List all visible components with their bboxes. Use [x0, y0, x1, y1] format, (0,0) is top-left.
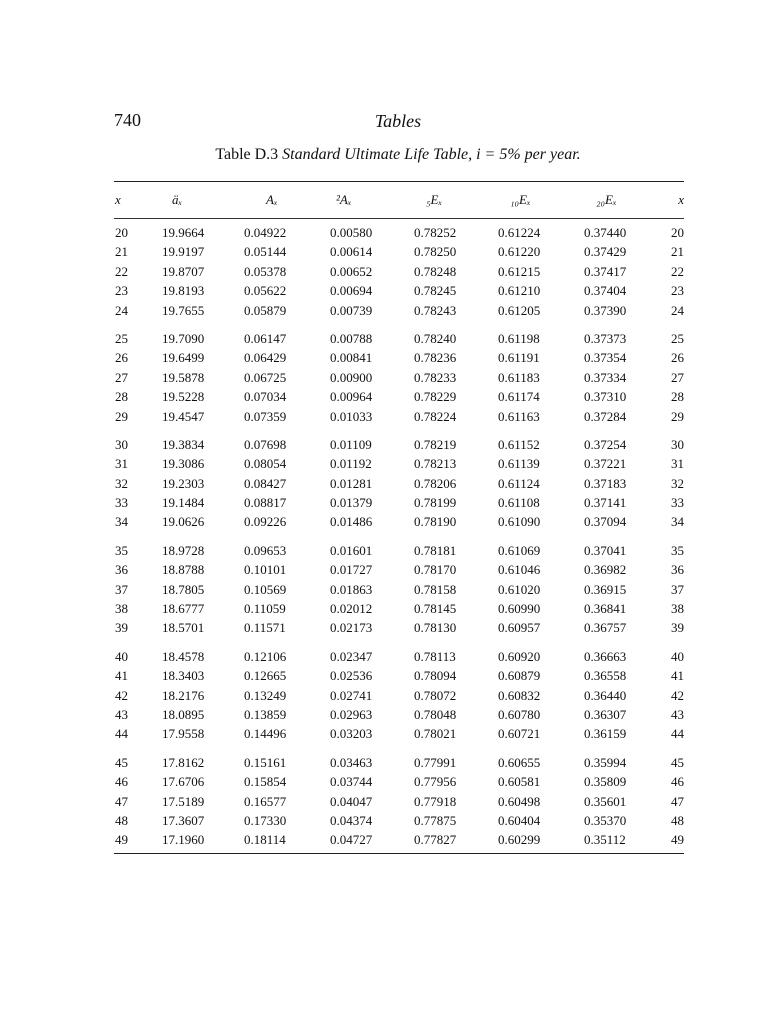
table-row: [114, 705, 684, 724]
table-cell: 0.17330: [244, 812, 287, 828]
table-cell: 0.11571: [244, 620, 286, 636]
table-cell: 32: [671, 475, 684, 491]
table-cell: 0.36757: [584, 620, 627, 636]
table-cell: 18.2176: [162, 687, 205, 703]
table-bottom-rule: [114, 853, 684, 854]
table-cell: 0.00694: [330, 283, 373, 299]
table-cell: 0.08427: [244, 475, 287, 491]
table-cell: 43: [115, 706, 128, 722]
table-cell: 0.05879: [244, 302, 287, 318]
table-cell: 28: [671, 389, 684, 405]
table-cell: 26: [115, 350, 128, 366]
table-cell: 19.8707: [162, 263, 205, 279]
table-cell: 0.37373: [584, 330, 627, 346]
table-cell: 41: [671, 668, 684, 684]
table-cell: 19.7655: [162, 302, 205, 318]
table-cell: 0.01033: [330, 408, 373, 424]
table-cell: 0.37417: [584, 263, 627, 279]
table-cell: 42: [115, 687, 128, 703]
table-cell: 0.77827: [414, 832, 457, 848]
table-cell: 0.60879: [498, 668, 541, 684]
table-cell: 0.37429: [584, 244, 627, 260]
table-cell: 0.37221: [584, 456, 627, 472]
table-cell: 18.3403: [162, 668, 205, 684]
table-cell: 0.60655: [498, 754, 541, 770]
table-cell: 39: [671, 620, 684, 636]
table-row: [114, 599, 684, 618]
table-cell: 18.8788: [162, 562, 205, 578]
table-cell: 0.01486: [330, 514, 373, 530]
table-cell: 0.78245: [414, 283, 457, 299]
table-cell: 19.1484: [162, 495, 205, 511]
column-header: ₂₀Eₓ: [596, 192, 617, 207]
table-cell: 18.4578: [162, 648, 205, 664]
table-cell: 0.61224: [498, 225, 541, 240]
row-group: [114, 429, 684, 535]
table-cell: 17.6706: [162, 774, 205, 790]
table-cell: 0.78181: [414, 542, 457, 558]
table-cell: 0.04727: [330, 832, 373, 848]
table-cell: 19.9197: [162, 244, 205, 260]
table-cell: 20: [671, 225, 684, 240]
table-cell: 0.37310: [584, 389, 627, 405]
table-cell: 0.04374: [330, 812, 373, 828]
table-row: [114, 329, 684, 348]
table-cell: 19.3086: [162, 456, 205, 472]
table-cell: 0.78170: [414, 562, 457, 578]
table-cell: 29: [115, 408, 128, 424]
table-cell: 0.61069: [498, 542, 541, 558]
table-cell: 0.35809: [584, 774, 627, 790]
table-label: Table D.3: [215, 146, 279, 163]
table-cell: 0.78130: [414, 620, 457, 636]
table-row: [114, 830, 684, 849]
table-cell: 0.78021: [414, 726, 457, 742]
table-row: [114, 454, 684, 473]
table-cell: 0.78206: [414, 475, 457, 491]
row-group: [114, 219, 684, 323]
table-cell: 19.7090: [162, 330, 205, 346]
table-row: [114, 348, 684, 367]
column-header: x: [115, 192, 121, 207]
table-cell: 33: [115, 495, 128, 511]
table-row: [114, 301, 684, 320]
table-cell: 21: [671, 244, 684, 260]
table-cell: 0.60920: [498, 648, 541, 664]
table-cell: 0.61210: [498, 283, 541, 299]
table-cell: 0.37354: [584, 350, 627, 366]
table-header-row: [114, 182, 684, 218]
table-row: [114, 281, 684, 300]
column-header: ²Aₓ: [336, 192, 352, 207]
table-cell: 18.6777: [162, 601, 205, 617]
table-body: [114, 219, 684, 853]
table-row: [114, 541, 684, 560]
table-cell: 0.01192: [330, 456, 372, 472]
table-cell: 0.36307: [584, 706, 627, 722]
table-cell: 0.78229: [414, 389, 457, 405]
table-cell: 0.05622: [244, 283, 287, 299]
table-cell: 0.37141: [584, 495, 627, 511]
table-cell: 28: [115, 389, 128, 405]
table-cell: 0.12106: [244, 648, 287, 664]
table-cell: 0.78190: [414, 514, 457, 530]
table-cell: 0.37334: [584, 369, 627, 385]
table-cell: 0.61220: [498, 244, 541, 260]
table-cell: 0.37284: [584, 408, 627, 424]
table-cell: 0.12665: [244, 668, 287, 684]
table-cell: 0.78113: [414, 648, 456, 664]
table-cell: 0.78224: [414, 408, 457, 424]
table-row: [114, 686, 684, 705]
table-cell: 0.13859: [244, 706, 287, 722]
table-row: [114, 792, 684, 811]
table-cell: 0.78072: [414, 687, 457, 703]
table-cell: 19.0626: [162, 514, 205, 530]
table-cell: 0.61124: [498, 475, 540, 491]
table-row: [114, 223, 684, 242]
table-cell: 0.07698: [244, 436, 287, 452]
table-row: [114, 512, 684, 531]
table-cell: 48: [115, 812, 128, 828]
table-cell: 0.03203: [330, 726, 373, 742]
table-cell: 0.78240: [414, 330, 457, 346]
table-cell: 0.35994: [584, 754, 627, 770]
table-cell: 0.61152: [498, 436, 540, 452]
table-row: [114, 618, 684, 637]
table-cell: 17.8162: [162, 754, 205, 770]
row-group: [114, 323, 684, 429]
table-cell: 0.61174: [498, 389, 540, 405]
table-row: [114, 753, 684, 772]
column-header: Aₓ: [266, 192, 278, 207]
table-cell: 19.2303: [162, 475, 205, 491]
table-cell: 0.78213: [414, 456, 457, 472]
column-header: ₁₀Eₓ: [510, 192, 531, 207]
table-cell: 20: [115, 225, 128, 240]
table-cell: 24: [671, 302, 684, 318]
table-row: [114, 435, 684, 454]
table-cell: 0.36841: [584, 601, 627, 617]
table-caption: [0, 146, 768, 164]
table-cell: 17.3607: [162, 812, 205, 828]
table-cell: 0.78094: [414, 668, 457, 684]
table-cell: 0.61108: [498, 495, 540, 511]
table-cell: 40: [671, 648, 684, 664]
table-cell: 49: [115, 832, 128, 848]
table-cell: 0.61090: [498, 514, 541, 530]
table-cell: 19.3834: [162, 436, 205, 452]
table-cell: 17.1960: [162, 832, 205, 848]
table-cell: 0.60404: [498, 812, 541, 828]
table-cell: 0.60990: [498, 601, 541, 617]
table-cell: 0.77991: [414, 754, 457, 770]
table-cell: 0.01727: [330, 562, 373, 578]
table-cell: 0.61183: [498, 369, 540, 385]
table-cell: 0.60721: [498, 726, 541, 742]
table-cell: 30: [115, 436, 128, 452]
table-cell: 0.77956: [414, 774, 457, 790]
table-cell: 19.5878: [162, 369, 205, 385]
table-cell: 31: [671, 456, 684, 472]
table-row: [114, 647, 684, 666]
table-row: [114, 242, 684, 261]
table-cell: 0.36982: [584, 562, 627, 578]
table-cell: 23: [115, 283, 128, 299]
table-cell: 0.61198: [498, 330, 540, 346]
table-cell: 0.36663: [584, 648, 627, 664]
table-cell: 0.11059: [244, 601, 286, 617]
table-row: [114, 262, 684, 281]
table-cell: 0.08054: [244, 456, 287, 472]
table-cell: 46: [671, 774, 684, 790]
table-cell: 0.09653: [244, 542, 287, 558]
table-cell: 0.13249: [244, 687, 287, 703]
table-cell: 37: [671, 581, 684, 597]
table-cell: 0.04047: [330, 793, 373, 809]
table-cell: 0.78048: [414, 706, 457, 722]
table-cell: 39: [115, 620, 128, 636]
table-cell: 0.02963: [330, 706, 373, 722]
table-cell: 0.10101: [244, 562, 287, 578]
row-group: [114, 641, 684, 747]
table-cell: 43: [671, 706, 684, 722]
table-cell: 40: [115, 648, 128, 664]
table-cell: 0.18114: [244, 832, 286, 848]
table-cell: 0.37094: [584, 514, 627, 530]
table-cell: 0.78252: [414, 225, 457, 240]
table-cell: 19.4547: [162, 408, 205, 424]
page-number: 740: [114, 110, 141, 130]
table-cell: 35: [671, 542, 684, 558]
table-cell: 0.00788: [330, 330, 373, 346]
table-cell: 0.00614: [330, 244, 373, 260]
table-cell: 0.37254: [584, 436, 627, 452]
table-row: [114, 368, 684, 387]
table-cell: 46: [115, 774, 128, 790]
table-row: [114, 493, 684, 512]
table-cell: 0.78250: [414, 244, 457, 260]
table-cell: 25: [115, 330, 128, 346]
table-cell: 0.78219: [414, 436, 457, 452]
table-row: [114, 474, 684, 493]
table-cell: 0.02173: [330, 620, 373, 636]
column-header: ₅Eₓ: [426, 192, 443, 207]
table-cell: 0.04922: [244, 225, 287, 240]
table-cell: 47: [671, 793, 684, 809]
table-cell: 36: [671, 562, 684, 578]
table-cell: 25: [671, 330, 684, 346]
table-cell: 45: [115, 754, 128, 770]
table-cell: 0.78243: [414, 302, 457, 318]
table-cell: 0.00841: [330, 350, 373, 366]
table-cell: 0.61205: [498, 302, 541, 318]
table-cell: 0.37440: [584, 225, 627, 240]
table-cell: 34: [671, 514, 684, 530]
table-cell: 0.35370: [584, 812, 627, 828]
table-cell: 18.9728: [162, 542, 205, 558]
table-cell: 0.78248: [414, 263, 457, 279]
table-cell: 22: [115, 263, 128, 279]
table-cell: 42: [671, 687, 684, 703]
table-cell: 0.61020: [498, 581, 541, 597]
table-cell: 36: [115, 562, 128, 578]
table-cell: 47: [115, 793, 128, 809]
table-cell: 29: [671, 408, 684, 424]
table-cell: 0.36915: [584, 581, 627, 597]
table-cell: 0.61046: [498, 562, 541, 578]
table-cell: 31: [115, 456, 128, 472]
table-cell: 0.07034: [244, 389, 287, 405]
table-cell: 0.35112: [584, 832, 626, 848]
table-cell: 0.77918: [414, 793, 457, 809]
column-header: äₓ: [172, 192, 183, 207]
table-cell: 48: [671, 812, 684, 828]
table-title: Standard Ultimate Life Table, i = 5% per year.: [282, 146, 581, 163]
table-cell: 0.36159: [584, 726, 627, 742]
table-row: [114, 580, 684, 599]
running-head: Tables: [374, 111, 422, 131]
table-cell: 0.15161: [244, 754, 287, 770]
table-cell: 0.01863: [330, 581, 373, 597]
table-cell: 30: [671, 436, 684, 452]
table-cell: 0.07359: [244, 408, 287, 424]
table-cell: 18.0895: [162, 706, 205, 722]
table-cell: 38: [115, 601, 128, 617]
table-cell: 41: [115, 668, 128, 684]
table-cell: 0.08817: [244, 495, 287, 511]
table-cell: 0.78145: [414, 601, 457, 617]
table-cell: 0.37390: [584, 302, 627, 318]
table-row: [114, 772, 684, 791]
table-cell: 17.5189: [162, 793, 205, 809]
table-cell: 27: [671, 369, 684, 385]
table-row: [114, 666, 684, 685]
row-group: [114, 535, 684, 641]
table-cell: 0.00739: [330, 302, 373, 318]
table-cell: 0.61139: [498, 456, 540, 472]
table-cell: 44: [671, 726, 684, 742]
table-cell: 0.01281: [330, 475, 373, 491]
table-cell: 0.03463: [330, 754, 373, 770]
table-cell: 0.61215: [498, 263, 541, 279]
row-group: [114, 747, 684, 853]
table-row: [114, 560, 684, 579]
table-cell: 0.06725: [244, 369, 287, 385]
table-cell: 0.35601: [584, 793, 627, 809]
table-cell: 37: [115, 581, 128, 597]
table-cell: 0.00900: [330, 369, 373, 385]
table-cell: 21: [115, 244, 128, 260]
table-cell: 0.36558: [584, 668, 627, 684]
table-cell: 0.78233: [414, 369, 457, 385]
table-cell: 18.5701: [162, 620, 205, 636]
table-cell: 0.60299: [498, 832, 541, 848]
table-cell: 0.60832: [498, 687, 541, 703]
table-cell: 17.9558: [162, 726, 205, 742]
table-cell: 0.01379: [330, 495, 373, 511]
table-cell: 0.78199: [414, 495, 457, 511]
table-cell: 0.05378: [244, 263, 287, 279]
table-cell: 19.6499: [162, 350, 205, 366]
table-cell: 0.61163: [498, 408, 540, 424]
table-cell: 0.15854: [244, 774, 287, 790]
table-cell: 0.09226: [244, 514, 287, 530]
table-cell: 0.06147: [244, 330, 287, 346]
table-cell: 0.36440: [584, 687, 627, 703]
table-cell: 23: [671, 283, 684, 299]
table-cell: 0.37404: [584, 283, 627, 299]
table-cell: 0.06429: [244, 350, 287, 366]
table-cell: 35: [115, 542, 128, 558]
table-cell: 0.77875: [414, 812, 457, 828]
table-cell: 27: [115, 369, 128, 385]
table-row: [114, 724, 684, 743]
table-cell: 45: [671, 754, 684, 770]
table-cell: 33: [671, 495, 684, 511]
table-cell: 0.02012: [330, 601, 373, 617]
table-cell: 0.14496: [244, 726, 287, 742]
life-table: [114, 181, 684, 854]
table-cell: 0.60498: [498, 793, 541, 809]
table-cell: 0.37183: [584, 475, 627, 491]
table-cell: 0.37041: [584, 542, 627, 558]
table-cell: 38: [671, 601, 684, 617]
table-row: [114, 811, 684, 830]
table-cell: 19.8193: [162, 283, 205, 299]
table-cell: 0.00652: [330, 263, 373, 279]
table-cell: 0.00580: [330, 225, 373, 240]
table-row: [114, 387, 684, 406]
table-cell: 34: [115, 514, 128, 530]
table-cell: 22: [671, 263, 684, 279]
table-cell: 0.01601: [330, 542, 373, 558]
table-cell: 49: [671, 832, 684, 848]
table-cell: 0.16577: [244, 793, 287, 809]
table-cell: 0.02536: [330, 668, 373, 684]
table-cell: 0.78236: [414, 350, 457, 366]
table-cell: 0.60957: [498, 620, 541, 636]
table-cell: 0.61191: [498, 350, 540, 366]
table-cell: 0.02741: [330, 687, 373, 703]
table-cell: 0.02347: [330, 648, 373, 664]
table-cell: 0.78158: [414, 581, 457, 597]
table-cell: 0.05144: [244, 244, 287, 260]
table-row: [114, 407, 684, 426]
table-cell: 0.60581: [498, 774, 541, 790]
table-cell: 26: [671, 350, 684, 366]
table-cell: 24: [115, 302, 128, 318]
table-cell: 44: [115, 726, 128, 742]
table-cell: 18.7805: [162, 581, 205, 597]
table-cell: 0.00964: [330, 389, 373, 405]
table-cell: 0.10569: [244, 581, 287, 597]
table-cell: 19.5228: [162, 389, 205, 405]
table-cell: 0.60780: [498, 706, 541, 722]
table-cell: 32: [115, 475, 128, 491]
table-cell: 0.01109: [330, 436, 372, 452]
column-header: x: [678, 192, 684, 207]
table-cell: 0.03744: [330, 774, 373, 790]
table-cell: 19.9664: [162, 225, 205, 240]
